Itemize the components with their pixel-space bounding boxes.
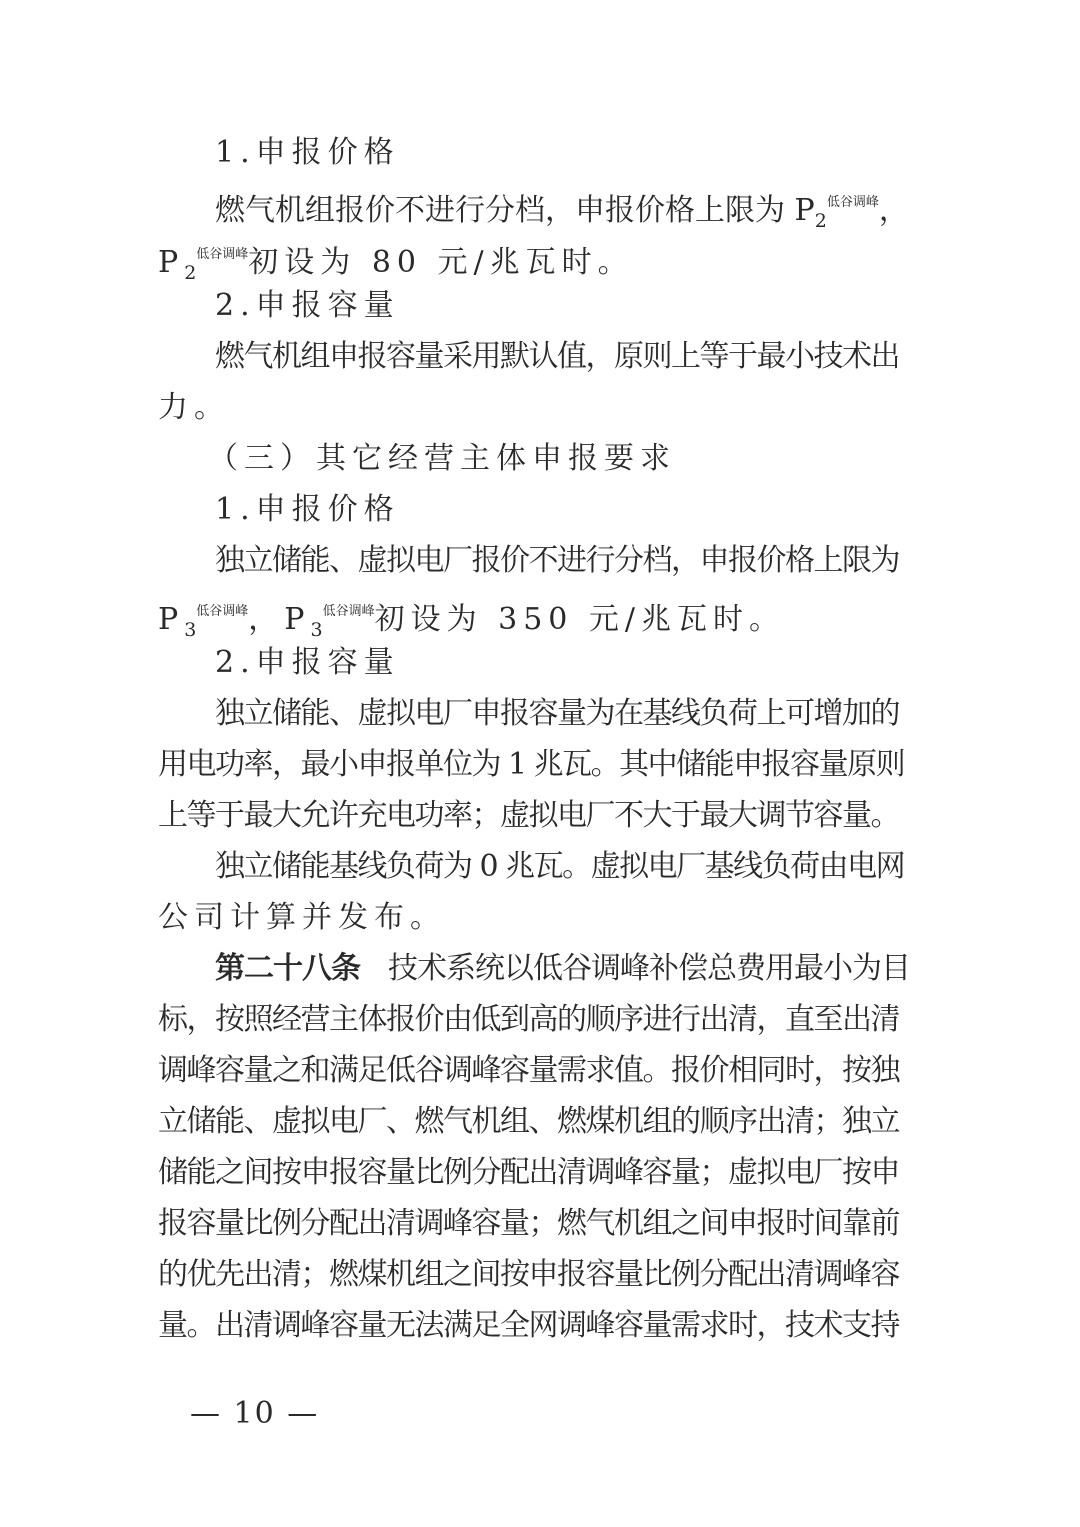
text-span: （三）其它经营主体申报要求	[208, 441, 676, 476]
article-28-l3	[158, 1046, 910, 1096]
paragraph-baseline	[215, 842, 910, 892]
text-span: 力。	[158, 390, 230, 425]
text-span: ，	[878, 193, 909, 228]
subscript: 3	[310, 619, 323, 641]
paragraph-gas-price-cont	[158, 230, 910, 284]
text-span: P	[158, 602, 185, 637]
subheading-price-1b	[215, 485, 910, 535]
text-span: 立储能、虚拟电厂、燃气机组、燃煤机组的顺序出清；独立	[158, 1104, 899, 1139]
paragraph-storage-price	[215, 536, 910, 586]
article-28-first-line	[215, 944, 910, 994]
text-span: 报容量比例分配出清调峰容量；燃气机组之间申报时间靠前	[158, 1206, 899, 1241]
paragraph-storage-capacity	[215, 689, 910, 739]
paragraph-gas-capacity-cont	[158, 383, 910, 433]
text-span: 公司计算并发布。	[158, 900, 446, 935]
text-span: ，P	[248, 602, 311, 637]
article-28-l4	[158, 1097, 910, 1147]
text-span: 独立储能、虚拟电厂申报容量为在基线负荷上可增加的	[215, 696, 899, 731]
text-span: 上等于最大允许充电功率；虚拟电厂不大于最大调节容量。	[158, 798, 899, 833]
text-span: 标，按照经营主体报价由低到高的顺序进行出清，直至出清	[158, 1002, 899, 1037]
section-heading-3	[208, 434, 903, 484]
subheading-capacity-2	[215, 281, 910, 331]
text-span: 燃气机组报价不进行分档，申报价格上限为 P	[215, 193, 815, 228]
article-28-l8	[158, 1301, 910, 1351]
page-number: — 10 —	[190, 1396, 320, 1431]
text-span: 技术系统以低谷调峰补偿总费用最小为目	[388, 951, 910, 986]
subheading-capacity-2b	[215, 638, 910, 688]
subscript: 2	[184, 262, 197, 284]
superscript: 低谷调峰	[196, 604, 249, 619]
text-span: 2.申报容量	[215, 645, 400, 680]
subscript: 2	[814, 210, 827, 232]
text-span: P	[158, 245, 185, 280]
paragraph-baseline-cont	[158, 893, 910, 943]
article-28-l6	[158, 1199, 910, 1249]
article-28-l2	[158, 995, 910, 1045]
superscript: 低谷调峰	[826, 195, 879, 210]
article-number: 第二十八条	[215, 951, 360, 986]
paragraph-gas-price	[215, 178, 910, 232]
text-span: 1.申报价格	[215, 492, 400, 527]
text-span: 量。出清调峰容量无法满足全网调峰容量需求时，技术支持	[158, 1308, 899, 1343]
text-span: 初设为 350 元/兆瓦时。	[374, 602, 786, 637]
text-span: 储能之间按申报容量比例分配出清调峰容量；虚拟电厂按申	[158, 1155, 899, 1190]
paragraph-gas-capacity	[215, 332, 910, 382]
superscript: 低谷调峰	[196, 247, 249, 262]
text-span: 2.申报容量	[215, 288, 400, 323]
article-28-l5	[158, 1148, 910, 1198]
paragraph-storage-price-cont	[158, 587, 910, 641]
text-span: 独立储能、虚拟电厂报价不进行分档，申报价格上限为	[215, 543, 899, 578]
paragraph-storage-capacity-l2	[158, 740, 910, 790]
subscript: 3	[184, 619, 197, 641]
text-span: 独立储能基线负荷为 0 兆瓦。虚拟电厂基线负荷由电网	[215, 849, 905, 884]
text-span: 的优先出清；燃煤机组之间按申报容量比例分配出清调峰容	[158, 1257, 899, 1292]
text-span: 1.申报价格	[215, 135, 400, 170]
article-28-l7	[158, 1250, 910, 1300]
text-span: 调峰容量之和满足低谷调峰容量需求值。报价相同时，按独	[158, 1053, 899, 1088]
text-span: 用电功率，最小申报单位为 1 兆瓦。其中储能申报容量原则	[158, 747, 905, 782]
paragraph-storage-capacity-l3	[158, 791, 910, 841]
text-span: 燃气机组申报容量采用默认值，原则上等于最小技术出	[215, 339, 899, 374]
superscript: 低谷调峰	[322, 604, 375, 619]
subheading-price-1	[215, 128, 910, 178]
text-span: 初设为 80 元/兆瓦时。	[248, 245, 634, 280]
